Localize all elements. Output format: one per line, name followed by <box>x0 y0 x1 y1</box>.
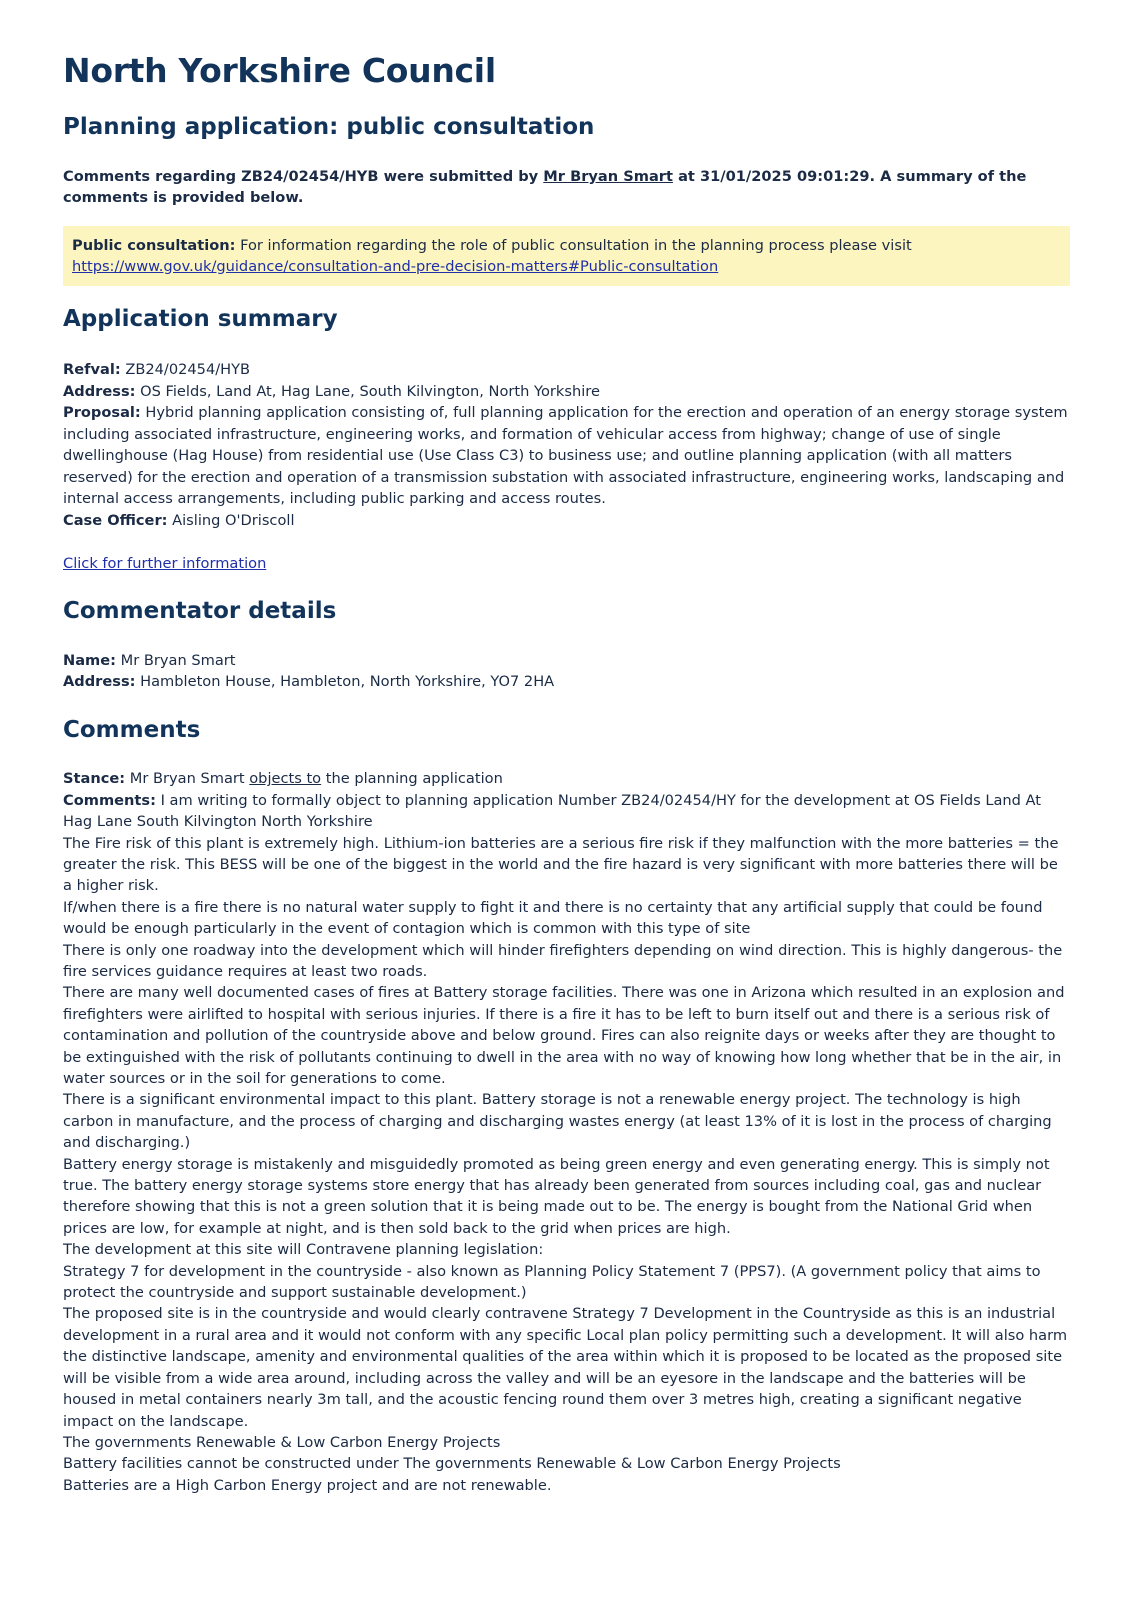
address-value: OS Fields, Land At, Hag Lane, South Kilvington, North Yorkshire <box>135 382 600 400</box>
comments-label: Comments: <box>63 791 156 809</box>
comment-paragraph: Battery facilities cannot be constructed under The governments Renewable & Low Carbon Energy Projects <box>63 1455 841 1473</box>
consultation-guidance-link[interactable]: https://www.gov.uk/guidance/consultation-and-pre-decision-matters#Public-consultation <box>72 257 719 275</box>
stance-label: Stance: <box>63 770 126 788</box>
commentator-address-row <box>63 671 1070 693</box>
page-subtitle: Planning application: public consultation <box>63 113 595 140</box>
proposal-row <box>63 402 1070 510</box>
proposal-value: Hybrid planning application consisting of, full planning application for the erection and operation of an energy storage system including associated infrastructure, engineering works, and formation of vehicular access from highway; change of use of single dwellinghouse (Hag House) from residential use (Use Class C3) to business use; and outline planning application (with all matters reserved) for the erection and operation of a transmission substation with associated infrastructure, engineering works, landscaping and internal access arrangements, including public parking and access routes. <box>63 404 1068 508</box>
council-title: North Yorkshire Council <box>63 51 496 90</box>
commentator-heading: Commentator details <box>63 598 337 625</box>
application-details <box>63 359 1070 531</box>
refval-label: Refval: <box>63 361 121 379</box>
comment-paragraph: If/when there is a fire there is no natural water supply to fight it and there is no certainty that any artificial supply that could be found would be enough particularly in the event of contagion which is common with this type of site <box>63 898 1043 938</box>
notice-label: Public consultation: <box>72 236 236 254</box>
public-consultation-notice <box>63 226 1070 286</box>
commentator-name-row <box>63 650 1070 672</box>
comment-paragraph: There are many well documented cases of fires at Battery storage facilities. There was one in Arizona which resulted in an explosion and firefighters were airlifted to hospital with serious injuries. If there is a fire it has to be left to burn itself out and there is a serious risk of contamination and pollution of the countryside above and below ground. Fires can also reignite days or weeks after they are thought to be extinguished with the risk of pollutants continuing to dwell in the area with no way of knowing how long whether that be in the air, in water sources or in the soil for generations to come. <box>63 984 1065 1087</box>
comment-paragraph: Batteries are a High Carbon Energy project and are not renewable. <box>63 1476 552 1494</box>
stance-value: objects to <box>249 770 322 788</box>
submission-intro <box>63 166 1070 208</box>
case-officer-value: Aisling O'Driscoll <box>167 511 295 529</box>
refval-row <box>63 359 1070 381</box>
address-row <box>63 381 1070 403</box>
comments-first-row <box>63 790 1070 833</box>
commentator-name-label: Name: <box>63 651 117 669</box>
case-officer-row <box>63 510 1070 532</box>
comment-paragraph: The Fire risk of this plant is extremely high. Lithium-ion batteries are a serious fire risk if they malfunction with the more batteries = the greater the risk. This BESS will be one of the biggest in the world and the fire hazard is very significant with more batteries there will be a higher risk. <box>63 834 1059 895</box>
commentator-name-link[interactable]: Mr Bryan Smart <box>543 167 673 185</box>
comments-heading: Comments <box>63 716 201 743</box>
comment-paragraph: There is a significant environmental impact to this plant. Battery storage is not a renewable energy project. The technology is high carbon in manufacture, and the process of charging and discharging wastes energy (at least 13% of it is lost in the process of charging and discharging.) <box>63 1091 1052 1152</box>
application-summary-heading: Application summary <box>63 305 338 332</box>
commentator-address-value: Hambleton House, Hambleton, North Yorkshire, YO7 2HA <box>135 673 555 691</box>
further-information-link[interactable]: Click for further information <box>63 555 267 573</box>
stance-prefix: Mr Bryan Smart <box>125 770 250 788</box>
comment-paragraph: The governments Renewable & Low Carbon Energy Projects <box>63 1433 501 1451</box>
comment-paragraph: The development at this site will Contravene planning legislation: <box>63 1241 544 1259</box>
comments-body <box>63 768 1070 1496</box>
commentator-name-value: Mr Bryan Smart <box>116 651 236 669</box>
stance-row <box>63 768 1070 789</box>
refval-value: ZB24/02454/HYB <box>120 361 251 379</box>
comment-paragraph: Strategy 7 for development in the countryside - also known as Planning Policy Statement 7 (PPS7). (A government policy that aims to protect the countryside and support sustainable development.) <box>63 1262 1041 1302</box>
intro-prefix: Comments regarding ZB24/02454/HYB were submitted by <box>63 167 544 185</box>
stance-suffix: the planning application <box>321 770 503 788</box>
document-page <box>63 52 1070 1496</box>
proposal-label: Proposal: <box>63 404 141 422</box>
commentator-details <box>63 650 1070 693</box>
comment-paragraph: The proposed site is in the countryside and would clearly contravene Strategy 7 Development in the Countryside as this is an industrial development in a rural area and it would not conform with any specific Local plan policy permitting such a development. It will also harm the distinctive landscape, amenity and environmental qualities of the area within which it is proposed to be located as the proposed site will be visible from a wide area around, including across the valley and will be an eyesore in the landscape and the batteries will be housed in metal containers nearly 3m tall, and the acoustic fencing round them over 3 metres high, creating a significant negative impact on the landscape. <box>63 1305 1068 1430</box>
commentator-address-label: Address: <box>63 673 136 691</box>
comment-paragraph: There is only one roadway into the development which will hinder firefighters depending on wind direction. This is highly dangerous- the fire services guidance requires at least two roads. <box>63 941 1063 980</box>
address-label: Address: <box>63 382 136 400</box>
comment-paragraph: Battery energy storage is mistakenly and misguidedly promoted as being green energy and even generating energy. This is simply not true. The battery energy storage systems store energy that has already been generated from sources including coal, gas and nuclear therefore showing that this is not a green solution that it is being made out to be. The energy is bought from the National Grid when prices are low, for example at night, and is then sold back to the grid when prices are high. <box>63 1155 1050 1237</box>
comments-first-text: I am writing to formally object to planning application Number ZB24/02454/HY for the development at OS Fields Land At Hag Lane South Kilvington North Yorkshire <box>63 791 1042 831</box>
case-officer-label: Case Officer: <box>63 511 168 529</box>
intro-suffix: at 31/01/2025 09:01:29. A summary of the comments is provided below. <box>63 167 1027 206</box>
notice-text: For information regarding the role of public consultation in the planning process please visit <box>235 236 912 254</box>
further-info-row <box>63 553 1070 574</box>
